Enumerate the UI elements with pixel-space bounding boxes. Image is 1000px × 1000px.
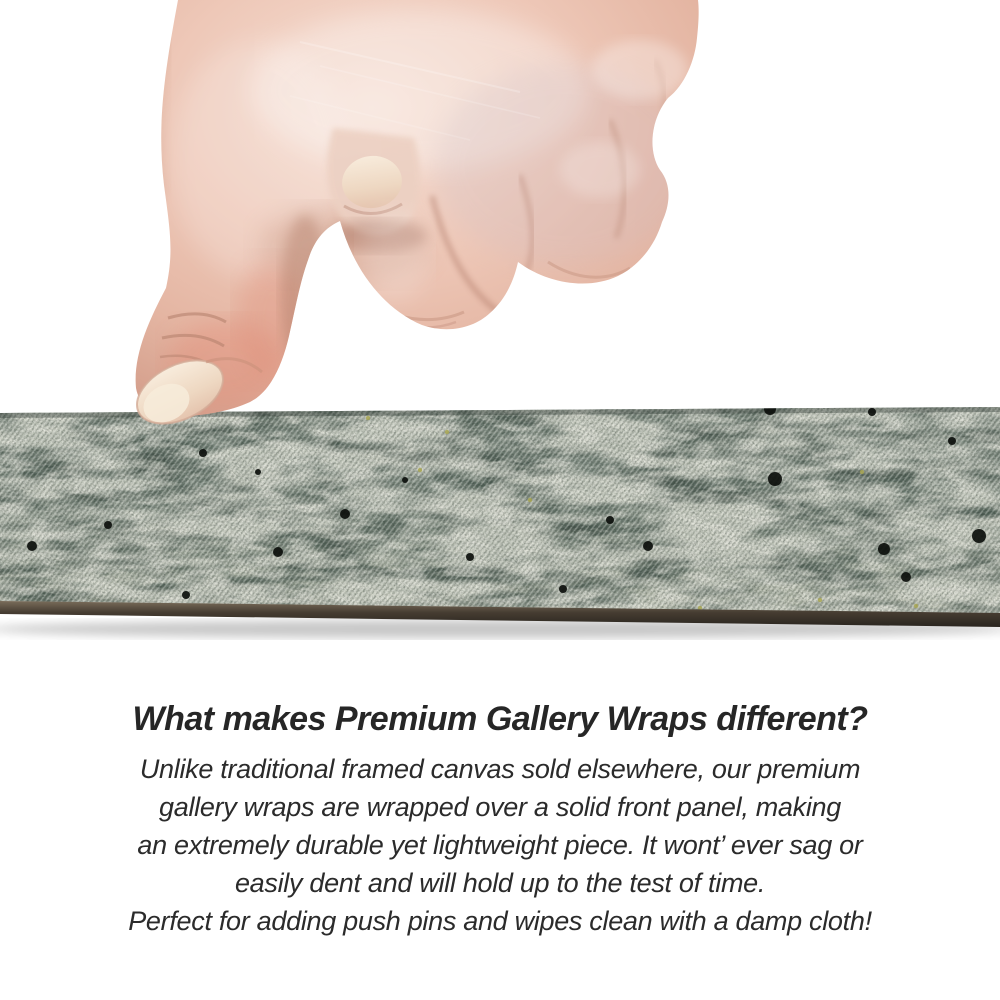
push-pin-hole — [878, 543, 890, 555]
push-pin-hole — [559, 585, 567, 593]
push-pin-hole — [901, 572, 911, 582]
paint-fleck — [914, 604, 918, 608]
push-pin-hole — [643, 541, 653, 551]
push-pin-hole — [466, 553, 474, 561]
push-pin-hole — [27, 541, 37, 551]
caption-line-5: Perfect for adding push pins and wipes clean with a damp cloth! — [128, 906, 872, 936]
caption-line-1: Unlike traditional framed canvas sold elsewhere, our premium — [139, 754, 861, 784]
paint-fleck — [528, 498, 532, 502]
push-pin-hole — [972, 529, 986, 543]
push-pin-hole — [255, 469, 261, 475]
caption-line-2: gallery wraps are wrapped over a solid front panel, making — [159, 792, 841, 822]
push-pin-hole — [182, 591, 190, 599]
canvas-texture — [0, 403, 1000, 620]
caption-line-4: easily dent and will hold up to the test of time. — [234, 868, 766, 898]
push-pin-hole — [104, 521, 112, 529]
push-pin-hole — [606, 516, 614, 524]
push-pin-hole — [199, 449, 207, 457]
paint-fleck — [860, 470, 864, 474]
push-pin-hole — [402, 477, 408, 483]
push-pin-hole — [340, 509, 350, 519]
push-pin-hole — [768, 472, 782, 486]
hand-photo — [0, 0, 1000, 430]
caption-heading: What makes Premium Gallery Wraps different? — [132, 700, 868, 738]
canvas-strip-art — [0, 405, 1000, 665]
canvas-strip — [0, 405, 1000, 665]
hand-art — [0, 0, 1000, 430]
push-pin-hole — [948, 437, 956, 445]
paint-fleck — [818, 598, 822, 602]
caption-line-3: an extremely durable yet lightweight piece. It wont’ ever sag or — [137, 830, 863, 860]
caption-block — [0, 697, 1000, 940]
paint-fleck — [418, 468, 422, 472]
push-pin-hole — [273, 547, 283, 557]
paint-fleck — [445, 430, 449, 434]
